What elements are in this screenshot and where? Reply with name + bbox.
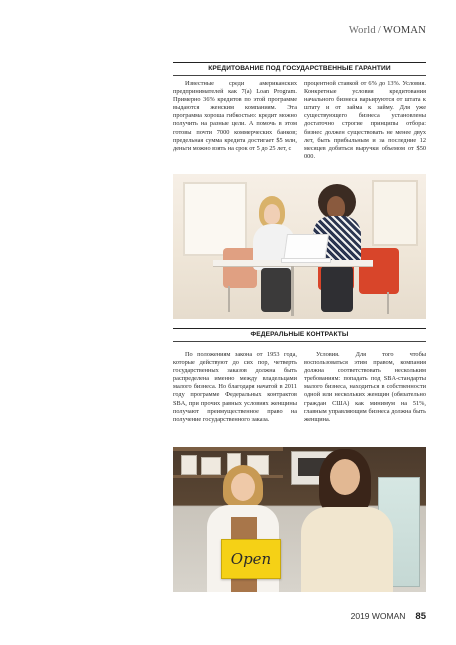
section1-col-left-text: Известные среди американских предпринимателей как 7(a) Loan Program. Примерно 36% кредитов по этой программе выдаются женским компаниям. Эта программа хороша гибкостью: кредит можно получить на разные цели. А помочь в этом готовы почти 7000 коммерческих банков; предельная сумма кредита достигает $5 млн, деньги можно взять на срок от 5 до 25 лет, с	[173, 80, 297, 152]
page-header	[349, 25, 426, 36]
footer-issue: 2019 WOMAN	[350, 611, 406, 621]
woman-face	[264, 204, 280, 224]
shelf-item	[181, 455, 197, 475]
section1-col-left	[173, 80, 297, 153]
window	[183, 182, 247, 256]
office-photo	[173, 174, 426, 319]
woman-face	[231, 473, 255, 501]
chair	[359, 248, 399, 294]
shop-photo	[173, 447, 426, 592]
section2-top-rule	[173, 328, 426, 329]
section2-col-right-text: Условия. Для того чтобы воспользоваться этим правом, компания должна соответствовать нескольким требованиям: попадать под SBA-стандарты малого бизнеса, находиться в собственности одной или нескольких женщин (обязательно граждан США) как минимум на 51%, главным управляющим бизнеса должна быть женщина.	[304, 351, 426, 423]
section2-title: ФЕДЕРАЛЬНЫЕ КОНТРАКТЫ	[250, 331, 349, 338]
window	[372, 180, 418, 246]
section2-bottom-rule	[173, 341, 426, 342]
section1-bottom-rule	[173, 75, 426, 76]
section2-col-left-text: По положениям закона от 1953 года, которые действуют до сих пор, четверть государственных заказов должна быть распределена именно между владельцами малого бизнеса. Но благодаря начатой в 2011 году программе Федеральных контрактов SBA, при прочих равных условиях женщины получают преимущественное право на получение государственного заказа.	[173, 351, 297, 423]
header-separator: /	[377, 25, 381, 36]
section2-col-right	[304, 351, 426, 424]
woman-dark-pants	[261, 268, 291, 312]
woman-cream-blouse	[301, 507, 393, 592]
page-footer	[351, 611, 426, 622]
chair	[223, 248, 257, 288]
woman-dark-pants	[321, 266, 353, 312]
shelf-item	[201, 457, 221, 475]
section1-col-right-text: процентной ставкой от 6% до 13%. Условия. Конкретные условия кредитования начального бизнеса варьируются от штата к штату и от займа к займу. Для уже существующего бизнеса установлены достаточно строгие принципы отбора: бизнес должен существовать не менее двух лет, быть прибыльным и за последние 12 месяцев добиться выручки объемом от $50 000.	[304, 80, 426, 160]
header-section: World	[348, 25, 376, 36]
section1-title: КРЕДИТОВАНИЕ ПОД ГОСУДАРСТВЕННЫЕ ГАРАНТИИ	[208, 65, 391, 72]
woman-face	[330, 459, 360, 495]
section1-col-right	[304, 80, 426, 161]
open-sign-text: Open	[230, 550, 272, 568]
page-number: 85	[415, 611, 426, 622]
section1-top-rule	[173, 62, 426, 63]
open-sign	[221, 539, 281, 579]
woman-face	[327, 196, 345, 218]
header-magazine: WOMAN	[383, 25, 426, 36]
section2-col-left	[173, 351, 297, 424]
